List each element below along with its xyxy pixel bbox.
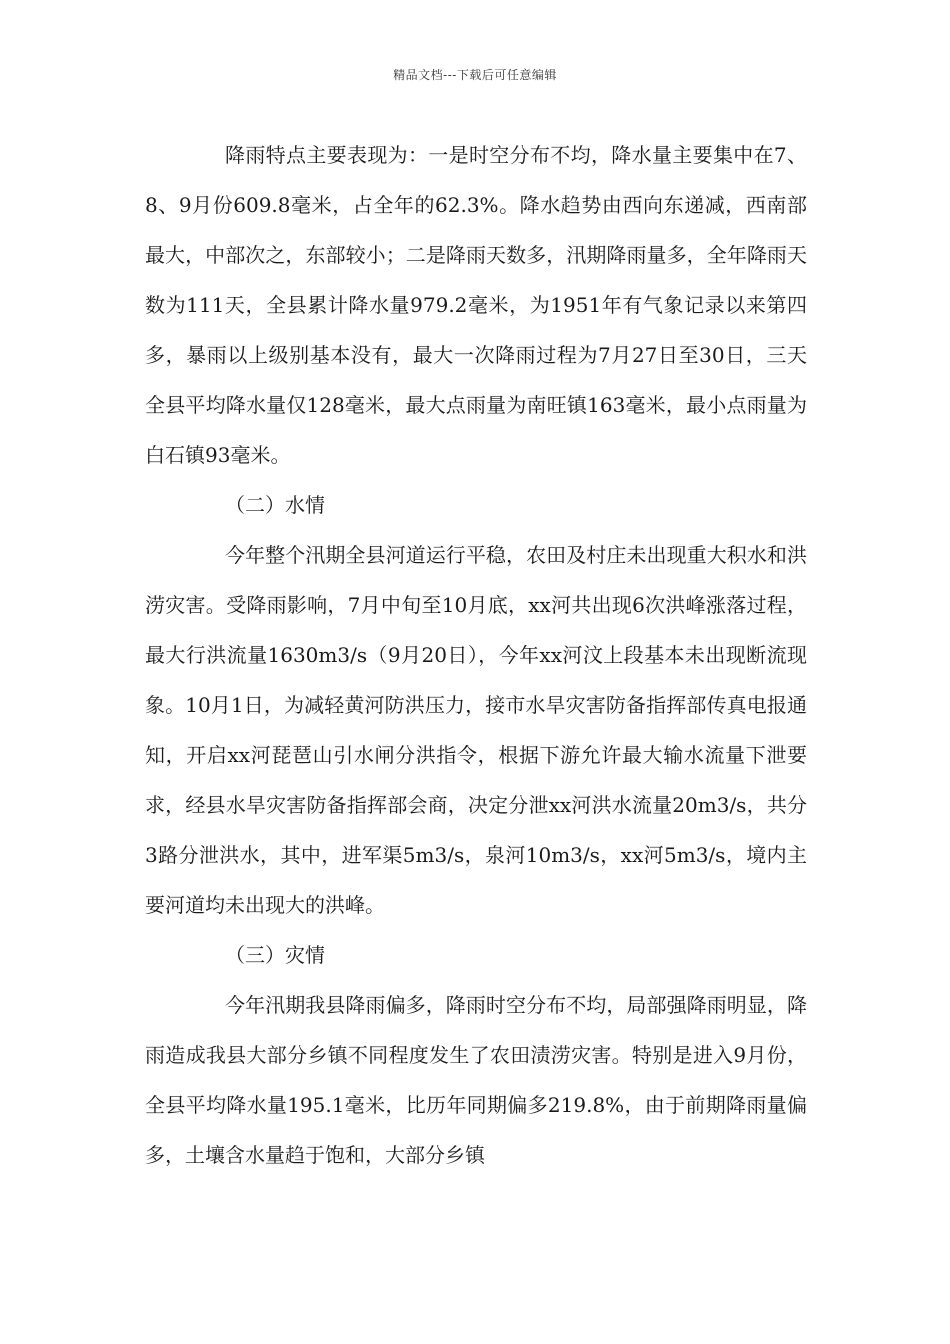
paragraph-water: 今年整个汛期全县河道运行平稳，农田及村庄未出现重大积水和洪涝灾害。受降雨影响，7月中旬至10月底，xx河共出现6次洪峰涨落过程，最大行洪流量1630m3/s（9月20日），今年xx河汶上段基本未出现断流现象。10月1日，为减轻黄河防洪压力，接市水旱灾害防备指挥部传真电报通知，开启xx河琵琶山引水闸分洪指令，根据下游允许最大输水流量下泄要求，经县水旱灾害防备指挥部会商，决定分泄xx河洪水流量20m3/s，共分3路分泄洪水，其中，进军渠5m3/s，泉河10m3/s，xx河5m3/s，境内主要河道均未出现大的洪峰。 [145,543,807,917]
paragraph-disaster: 今年汛期我县降雨偏多，降雨时空分布不均，局部强降雨明显，降雨造成我县大部分乡镇不同程度发生了农田渍涝灾害。特别是进入9月份，全县平均降水量195.1毫米，比历年同期偏多219.8%，由于前期降雨量偏多，土壤含水量趋于饱和，大部分乡镇 [145,993,807,1167]
page-header: 精品文档---下载后可任意编辑 [393,68,557,82]
section-heading-disaster: （三）灾情 [225,943,325,967]
section-heading-water: （二）水情 [225,493,325,517]
document-body [145,130,807,1180]
paragraph-rainfall: 降雨特点主要表现为：一是时空分布不均，降水量主要集中在7、8、9月份609.8毫米，占全年的62.3%。降水趋势由西向东递减，西南部最大，中部次之，东部较小；二是降雨天数多，汛期降雨量多，全年降雨天数为111天，全县累计降水量979.2毫米，为1951年有气象记录以来第四多，暴雨以上级别基本没有，最大一次降雨过程为7月27日至30日，三天全县平均降水量仅128毫米，最大点雨量为南旺镇163毫米，最小点雨量为白石镇93毫米。 [145,143,807,467]
